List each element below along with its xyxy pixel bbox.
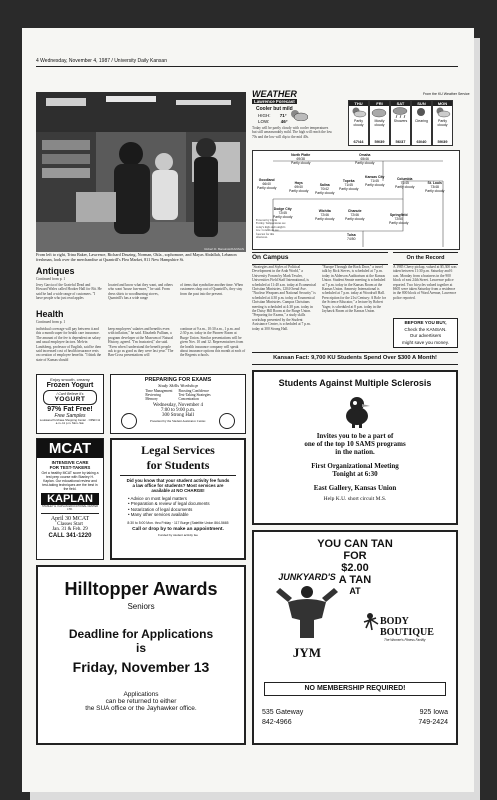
day-name: MON	[433, 101, 452, 106]
kansan-fact: Kansan Fact: 9,700 KU Students Spend Over $300 A Month!	[252, 352, 458, 365]
yogurt-samples: Free Samples	[54, 413, 86, 419]
photo-caption: From left to right, Trina Baker, Lawrence, Richard Druzing, Norman, Okla., sophomore, and Mayas Abdallah, Lebanon freshman, look over the merchandise at Quantrill's Flea Market, 811 New Hampshire St.	[36, 252, 237, 262]
tanning-ad	[252, 530, 458, 745]
sams-invite2: one of the top 10 SAMS programs	[304, 440, 406, 448]
yogurt-line1: Enjoy smooth, creamy	[50, 377, 90, 382]
high-temp: 71°	[279, 113, 287, 118]
weather-title: WEATHER	[252, 89, 297, 99]
high-label: HIGH:	[258, 113, 271, 118]
legal-services-ad	[110, 438, 246, 560]
exams-item: Boosting Confidence	[178, 389, 209, 393]
legal-hours: 8:30 to 5:00 Mon. thru Friday · 117 Burge (Satellite Union 864-5665	[127, 520, 229, 525]
no-membership-banner: NO MEMBERSHIP REQUIRED!	[264, 682, 446, 696]
map-note: Forecast by Clyde Fornby. Temperatures are today's high and tonight's low. Conditions are forecast for this afternoon.	[256, 218, 286, 240]
yogurt-title: Frozen Yogurt	[46, 382, 94, 389]
partly-cloudy-icon	[350, 106, 367, 118]
exams-item: Test-Taking Strategies	[178, 393, 211, 397]
kaplan-logo: KAPLAN	[41, 493, 99, 505]
forecast-day-fri	[369, 100, 390, 146]
news-photo	[36, 92, 246, 252]
return-line1: Applications	[123, 691, 159, 698]
yogurt-brand2: YOGURT	[54, 396, 86, 403]
antiques-column-3: of items that symbolize another time. When customers shop out of Quantrill's, they stay from the past into the present.	[180, 283, 243, 296]
day-desc: Partly cloudy	[353, 119, 364, 127]
hilltopper-awards-ad	[36, 565, 246, 745]
exams-item: Concentration	[178, 397, 199, 401]
gym-phone: 842-4966	[262, 719, 292, 726]
day-name: SAT	[391, 101, 410, 106]
exams-time: 7:00 to 9:00 p.m.	[160, 408, 196, 413]
day-temps: 56/37	[395, 139, 406, 144]
tan-line1: YOU CAN TAN	[317, 538, 393, 550]
city-hays: Hays 69/40 Partly cloudy	[289, 181, 309, 193]
seal-icon	[121, 413, 137, 429]
exams-date: Wednesday, November 4	[153, 403, 203, 408]
day-desc: Partly cloudy	[437, 119, 448, 127]
day-temps: 59/39	[374, 139, 385, 144]
tan-line2: FOR	[343, 550, 367, 562]
gym-bottom: JYM	[292, 645, 322, 660]
header-rule	[36, 66, 458, 67]
tan-line4: AT	[349, 586, 361, 596]
showers-icon	[392, 106, 409, 118]
mcat-date: April 30 MCAT	[50, 516, 90, 522]
city-omaha: Omaha 65/46 Partly cloudy	[355, 153, 375, 165]
on-campus-heading: On Campus	[252, 254, 289, 261]
cloud-sun-icon	[290, 108, 308, 120]
city-columbia: Columbia 71/45 Partly cloudy	[395, 177, 415, 189]
return-line3: the SUA office or the Jayhawker office.	[85, 705, 197, 712]
dancer-icon	[362, 612, 384, 632]
health-column-2: keep employees' salaries and benefits even with inflation," he said. Elizabeth Pulliam, a program developer at the Museum of Natural History, agreed. "I'm frustrated," she said. "Even when I understand the benefit people ask to go as good as they were last year." The Ban-Cross presentations will	[108, 327, 174, 358]
forecast-day-sun	[411, 100, 432, 146]
forecast-day-mon	[432, 100, 453, 146]
sams-when: Tonight at 6:30	[332, 470, 378, 478]
boutique-phone: 749-2424	[418, 719, 448, 726]
sams-invite3: in the nation.	[335, 448, 375, 456]
kansan-box-line2: Check the KANSAN.	[404, 326, 447, 332]
exams-item: Memory	[145, 397, 158, 401]
jayhawk-icon	[342, 394, 372, 428]
mcat-classes: Classes Start	[57, 522, 83, 527]
forecast-day-thu	[348, 100, 369, 146]
health-column-1: individual coverage will pay between it and this a month super for health care insurance. The amount of the fee is dependent on salary and usual employee factors. Melvin Landsberg, professor of English, said he then said increased cost of health insurance rests on creation of employee benefits. "I think the state of Kansas should	[36, 327, 102, 362]
body-boutique-sub: The Women's Fitness Facility	[384, 638, 426, 642]
yogurt-address: Louisiana Purchase Shopping Center · OPEN 11 a.m.-11 p.m. Mon.-Sat.	[39, 418, 101, 426]
exams-workshop-ad	[110, 374, 246, 434]
low-label: LOW:	[258, 119, 270, 124]
body-boutique-logo	[362, 616, 452, 642]
day-name: FRI	[370, 101, 389, 106]
kansan-promo-box	[393, 318, 458, 348]
mcat-line2: FOR TEST-TAKERS	[49, 465, 91, 470]
day-desc: Mostly cloudy	[374, 119, 385, 127]
kaplan-sub: STANLEY H. KAPLAN EDUCATIONAL CENTER LTD.	[41, 505, 99, 511]
day-desc: Showers	[393, 119, 408, 123]
legal-title2: for Students	[120, 458, 236, 476]
exams-subtitle: Study Skills Workshop	[158, 383, 198, 388]
mcat-title: MCAT	[37, 439, 103, 458]
exams-place: 300 Strong Hall	[162, 413, 194, 418]
exams-item: Reviewing	[145, 393, 161, 397]
yogurt-logo	[43, 390, 97, 405]
weather-subtitle: Lawrence Forecast	[254, 99, 295, 104]
gym-top: JUNKYARD'S	[278, 572, 336, 582]
sams-help: Help K.U. short circuit M.S.	[323, 496, 387, 502]
antiques-column-1: Jerry Garcia of the Grateful Dead and Howard Wales called Hooker Hall for Bit. He said he had a wide range of customers. "I have people who just read apples	[36, 283, 102, 301]
weather-headline: Cooler but mild	[256, 106, 293, 112]
kansan-box-line4: might save you money.	[402, 339, 449, 345]
weather-source: From the KU Weather Service	[423, 92, 470, 96]
photo-credit: Robert D. Bansinski/KANSAN	[204, 247, 244, 251]
antiques-heading: Antiques	[36, 266, 75, 276]
health-column-3: continue at 9 a.m., 10:30 a.m., 1 p.m. and 2:30 p.m. today in the Pioneer Room at Burge Union. Similar presentations will be given Nov. 10 and 12. Representatives from the health insurance company will speak about insurance options this month at each of the Regents schools.	[180, 327, 246, 358]
mcat-kaplan-ad	[36, 438, 104, 560]
city-kansas-city: Kansas City 71/45 Partly cloudy	[365, 175, 385, 187]
page-folio: 4 Wednesday, November 4, 1987 / University Daily Kansan	[36, 58, 167, 64]
kansan-box-line1: BEFORE YOU BUY,	[404, 320, 447, 325]
deadline-date: Friday, November 13	[72, 659, 210, 675]
exams-title: PREPARING FOR EXAMS	[144, 377, 212, 383]
day-temps: 67/44	[353, 139, 364, 144]
sams-invite1: Invites you to be a part of	[316, 432, 394, 440]
hilltopper-subtitle: Seniors	[127, 602, 155, 611]
yogurt-ad	[36, 374, 104, 434]
day-temps: 59/39	[437, 139, 448, 144]
antiques-column-2: located and know what they want, and others who want 'house fun-more,'" he said. From dress shirts to woodburning stoves, Quantrill's has a wide range	[108, 283, 173, 301]
kansan-box-line3: Our advertisers	[409, 333, 442, 338]
day-name: THU	[349, 101, 368, 106]
return-line2: can be returned to either	[105, 698, 177, 705]
boutique-address: 925 Iowa	[419, 709, 448, 716]
city-goodland: Goodland 66/40 Partly cloudy	[257, 178, 277, 190]
weather-text: Today will be partly cloudy with cooler temperatures but still unseasonably mild. The high will reach the low 70s and the low will dip to the mid 40s.	[252, 126, 332, 139]
health-continued: Continued from p. 1	[36, 320, 66, 324]
city-wichita: Wichita 72/46 Partly cloudy	[315, 209, 335, 221]
sams-meeting: First Organizational Meeting	[311, 462, 399, 470]
legal-item: • Advice on most legal matters	[128, 495, 187, 501]
bodybuilder-icon	[266, 582, 348, 640]
tan-price: $2.00	[341, 562, 369, 574]
low-temp: 46°	[280, 119, 288, 124]
sams-where: East Gallery, Kansas Union	[313, 484, 397, 492]
legal-title1: Legal Services	[141, 443, 215, 457]
cloudy-icon	[371, 106, 388, 118]
on-campus-column-2: "Europe Through the Rock Door," a travel talk by Rick Steves, is scheduled at 7 p.m. today in Alderson Auditorium at the Kansas Union. Student Senate meeting is scheduled at 7 p.m. today in the Kansas Room at the Kansas Union. Amnesty International is scheduled at 7 p.m. today at Woodruff Hall. Prescription for the 21st Century: A Role for the Science Educator," a lecture by Robert Yager, is scheduled at 8 p.m. today in the Jayhawk Room at the Kansas Union.	[322, 265, 386, 314]
sams-title: Students Against Multiple Sclerosis	[278, 378, 432, 388]
antiques-continued: Continued from p. 1	[36, 277, 66, 281]
mcat-body: Get a healthy MCAT score by taking a test prep course with Stanley H. Kaplan. Our educational review and test-taking techniques are the best in the field.	[41, 471, 99, 491]
day-desc: Clearing	[414, 119, 429, 123]
yogurt-fat-free: 97% Fat Free!	[47, 406, 93, 413]
seal-icon	[219, 413, 235, 429]
on-record-text: A 1985 Chevy pickup, valued at $5,300 was taken between 11:30 p.m. Saturday and 6 a.m. Monday from a business in the 900 block of east 24th Street. Lawrence police reported. Two bicycles valued together at $605 were taken Saturday from a residence in the 800 block of Ward Avenue, Lawrence police reported.	[393, 265, 457, 300]
deadline-line1: Deadline for Applications	[68, 627, 214, 641]
legal-intro: Did you know that your student activity fee funds a law office for students? Most services are available at NO CHARGE!	[126, 478, 230, 494]
city-st-louis: St. Louis 73/48 Partly cloudy	[425, 181, 445, 193]
city-springfield: Springfield 72/50 Partly cloudy	[389, 213, 409, 225]
forecast-day-sat	[390, 100, 411, 146]
sams-ad	[252, 370, 458, 525]
tan-line3: A TAN	[338, 574, 372, 586]
legal-item: • Notarization of legal documents	[128, 506, 193, 512]
on-record-heading: On the Record	[406, 255, 445, 261]
legal-cta: Call or drop by to make an appointment.	[132, 526, 224, 532]
city-north-platte: North Platte 69/38 Partly cloudy	[291, 153, 311, 165]
health-heading: Health	[36, 309, 64, 319]
city-salina: Salina 70/42 Partly cloudy	[315, 183, 335, 195]
day-name: SUN	[412, 101, 431, 106]
mcat-call: CALL 341-1220	[48, 533, 92, 539]
day-temps: 60/40	[416, 139, 427, 144]
legal-item: • Preparation & review of legal documents	[128, 501, 210, 507]
partly-cloudy-icon	[434, 106, 451, 118]
hilltopper-title: Hilltopper Awards	[64, 579, 218, 599]
junkyards-jym-logo	[266, 572, 348, 672]
city-tulsa: Tulsa 74/50	[347, 233, 356, 241]
city-topeka: Topeka 71/45 Partly cloudy	[339, 179, 359, 191]
legal-footer: Funded by student activity fee	[158, 532, 198, 537]
gym-address: 535 Gateway	[262, 709, 304, 716]
exams-sponsor: Presented by the Student Assistance Center.	[150, 419, 206, 423]
exams-item: Time Management	[145, 389, 173, 393]
mcat-line1: INTENSIVE CARE	[51, 460, 89, 465]
city-dodge-city: Dodge City 72/45 Partly cloudy	[273, 207, 293, 219]
deadline-line2: is	[135, 641, 146, 655]
body-boutique-name: BODY BOUTIQUE	[380, 616, 434, 638]
on-campus-column-1: "Strategies and Styles of Political Development in the Arab World," a University Forum by Mark Tessler, Universities Field Staff International, is scheduled at 11:40 a.m. today at Ecumenical Christian Ministries, 1204 Oread Ave. "Nuclear Weapons and National Security" is scheduled at 4:30 p.m. today at Ecumenical Christian Ministries. Campus Christians meeting is scheduled at 4:30 p.m. today in the Daisy Hill Room at the Burge Union. "Preparing for Exams," a study skills workshop presented by the Student Assistance Center, is scheduled at 7 p.m. today at 300 Strong Hall.	[252, 265, 317, 331]
regional-weather-map	[252, 150, 460, 250]
clearing-icon	[413, 106, 430, 118]
city-chanute: Chanute 72/46 Partly cloudy	[345, 209, 365, 221]
legal-item: • Many other services available	[128, 512, 189, 518]
mcat-class-dates: Jan. 31 & Feb. 29	[52, 527, 88, 532]
yogurt-brand1: I Can't Believe It's	[56, 392, 84, 396]
